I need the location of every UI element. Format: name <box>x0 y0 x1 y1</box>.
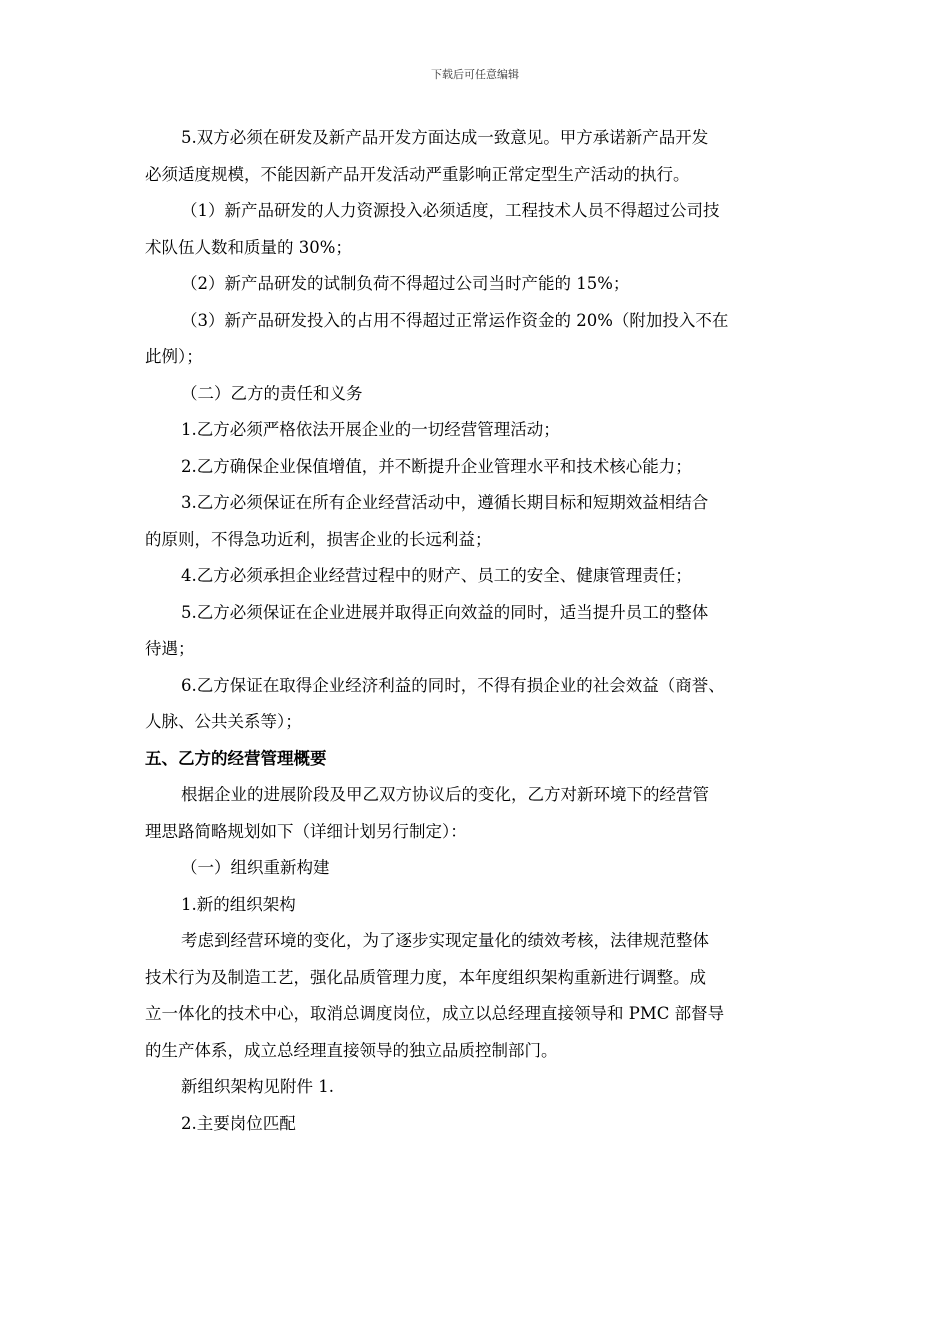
item-heading: 2.主要岗位匹配 <box>181 1113 296 1133</box>
paragraph-line: 技术行为及制造工艺，强化品质管理力度，本年度组织架构重新进行调整。成 <box>145 967 706 987</box>
paragraph-line: 立一体化的技术中心，取消总调度岗位，成立以总经理直接领导和 PMC 部督导 <box>145 1004 725 1023</box>
paragraph-line: 4.乙方必须承担企业经营过程中的财产、员工的安全、健康管理责任； <box>181 566 692 585</box>
paragraph-line: 根据企业的进展阶段及甲乙双方协议后的变化，乙方对新环境下的经营管 <box>181 785 709 804</box>
paragraph-line: 新组织架构见附件 1. <box>181 1077 334 1096</box>
paragraph-line: 的生产体系，成立总经理直接领导的独立品质控制部门。 <box>145 1040 558 1060</box>
paragraph-line: 6.乙方保证在取得企业经济利益的同时，不得有损企业的社会效益（商誉、 <box>181 675 725 695</box>
subsection-heading: （二）乙方的责任和义务 <box>181 383 363 403</box>
paragraph-line: （1）新产品研发的人力资源投入必须适度，工程技术人员不得超过公司技 <box>181 201 720 220</box>
item-heading: 1.新的组织架构 <box>181 894 296 914</box>
paragraph-line: 术队伍人数和质量的 30%； <box>145 237 352 257</box>
paragraph-line: （2）新产品研发的试制负荷不得超过公司当时产能的 15%； <box>181 274 630 293</box>
paragraph-line: 5.双方必须在研发及新产品开发方面达成一致意见。甲方承诺新产品开发 <box>181 128 709 147</box>
subsection-heading: （一）组织重新构建 <box>181 858 330 877</box>
paragraph-line: （3）新产品研发投入的占用不得超过正常运作资金的 20%（附加投入不在 <box>181 310 729 330</box>
paragraph-line: 1.乙方必须严格依法开展企业的一切经营管理活动； <box>181 420 560 439</box>
paragraph-line: 考虑到经营环境的变化，为了逐步实现定量化的绩效考核，法律规范整体 <box>181 931 709 950</box>
paragraph-line: 此例）； <box>145 347 203 366</box>
paragraph-line: 的原则，不得急功近利，损害企业的长远利益； <box>145 529 492 549</box>
section-heading: 五、乙方的经营管理概要 <box>145 748 327 768</box>
paragraph-line: 5.乙方必须保证在企业进展并取得正向效益的同时，适当提升员工的整体 <box>181 602 709 622</box>
paragraph-line: 必须适度规模，不能因新产品开发活动严重影响正常定型生产活动的执行。 <box>145 164 690 184</box>
document-body <box>145 120 825 1142</box>
paragraph-line: 2.乙方确保企业保值增值，并不断提升企业管理水平和技术核心能力； <box>181 456 692 476</box>
paragraph-line: 待遇； <box>145 639 195 658</box>
paragraph-line: 人脉、公共关系等）； <box>145 712 302 731</box>
paragraph-line: 理思路简略规划如下（详细计划另行制定）： <box>145 821 467 841</box>
page-header-note: 下载后可任意编辑 <box>431 68 519 81</box>
paragraph-line: 3.乙方必须保证在所有企业经营活动中，遵循长期目标和短期效益相结合 <box>181 493 709 512</box>
